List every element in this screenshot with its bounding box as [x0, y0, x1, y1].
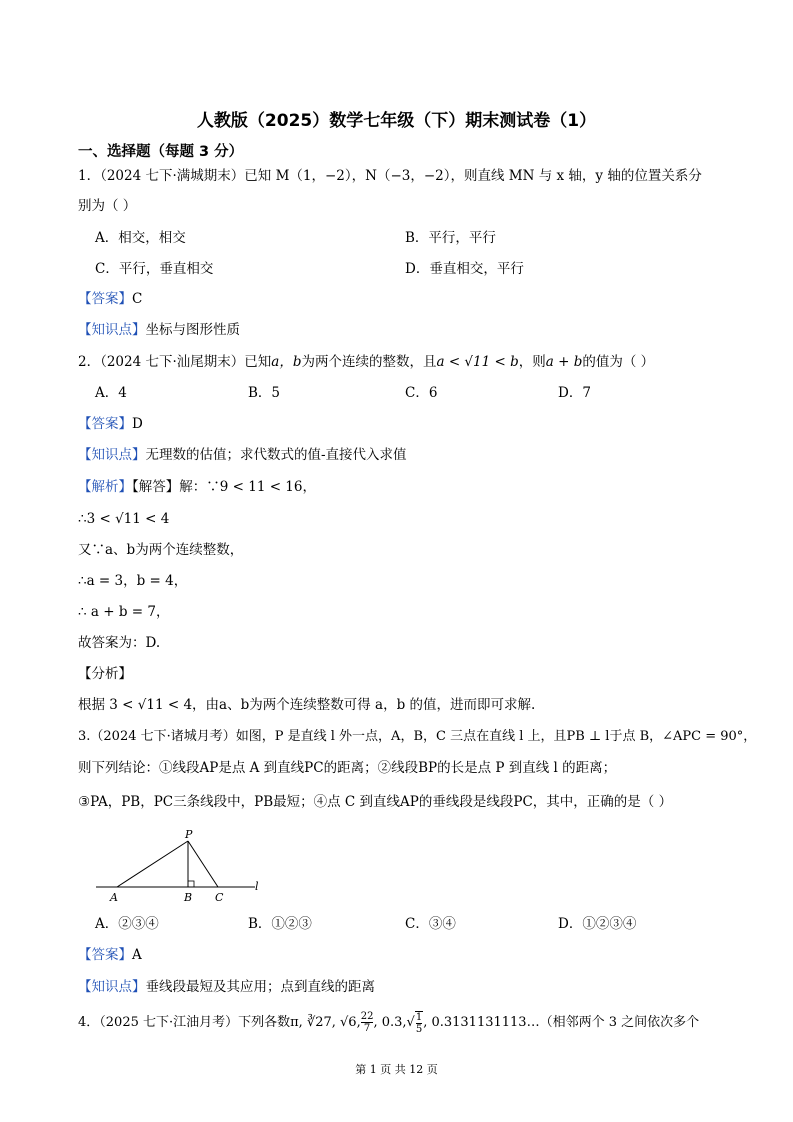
q3-answer: A	[132, 947, 142, 963]
q2-fenxi-text: 根据 3 < √11 < 4，由a、b为两个连续整数可得 a，b 的值，进而即可求解.	[78, 697, 536, 713]
q1-knowledge: 坐标与图形性质	[145, 322, 240, 338]
right-angle-mark	[188, 881, 194, 887]
q4-stem-numbers-3: , 0.3131131113…	[423, 1015, 540, 1030]
q1-knowledge-row	[78, 320, 240, 340]
q2-solution-line4: ∴a = 3，b = 4，	[78, 573, 188, 589]
q4-stem-end: （相邻两个 3 之间依次多个	[539, 1015, 700, 1030]
q1-answer-row	[78, 289, 142, 309]
knowledge-tag: 【知识点】	[78, 447, 146, 463]
q3-option-b: B．①②③	[248, 916, 312, 932]
q4-stem-numbers: π, ∛27, √6,	[290, 1015, 361, 1030]
q4-stem-numbers-2: , 0.3,	[373, 1015, 407, 1030]
q2-solution-line5: ∴ a + b = 7，	[78, 604, 170, 620]
q2-answer: D	[132, 416, 143, 432]
q4-root-symbol: √	[406, 1015, 415, 1030]
q2-stem-inequality: a < √11 < b	[436, 354, 519, 370]
q1-answer: C	[132, 291, 143, 307]
knowledge-tag: 【知识点】	[78, 979, 146, 995]
q2-stem-end: 的值为（ ）	[582, 354, 655, 370]
q2-knowledge: 无理数的估值；求代数式的值-直接代入求值	[145, 447, 407, 463]
knowledge-tag: 【知识点】	[78, 322, 146, 338]
q4-fraction-denominator: 7	[363, 1023, 371, 1034]
q4-stem-prefix: 4．（2025 七下·江油月考）下列各数	[78, 1015, 291, 1030]
segment-pc	[188, 841, 218, 887]
q1-stem-line2: 别为（ ）	[78, 198, 137, 214]
q2-stem-then: ，则	[518, 354, 546, 370]
q2-stem-vars: a，b	[271, 354, 302, 370]
q2-option-d: D．7	[558, 385, 591, 401]
q2-solution-line3: 又∵a、b为两个连续整数，	[78, 542, 244, 558]
q3-figure	[90, 826, 270, 906]
q4-fraction	[361, 1011, 374, 1034]
answer-tag: 【答案】	[78, 947, 132, 963]
answer-tag: 【答案】	[78, 291, 132, 307]
q2-stem-expression: a + b	[545, 354, 583, 370]
label-p: P	[185, 828, 193, 841]
q4-root-fraction	[415, 1011, 423, 1035]
q3-knowledge-row	[78, 977, 375, 997]
label-l: l	[255, 880, 259, 893]
q3-knowledge: 垂线段最短及其应用；点到直线的距离	[145, 979, 375, 995]
q2-option-c: C．6	[405, 385, 438, 401]
q2-solution-line6: 故答案为：D.	[78, 635, 161, 651]
q3-option-d: D．①②③④	[558, 916, 637, 932]
q2-solution-line2: ∴3 < √11 < 4	[78, 511, 170, 527]
label-a: A	[110, 891, 118, 904]
q4-fraction-numerator: 22	[360, 1011, 374, 1022]
q3-stem-line2: 则下列结论：①线段AP是点 A 到直线PC的距离；②线段BP的长是点 P 到直线 l 的距离；	[78, 760, 617, 776]
label-b: B	[184, 891, 193, 904]
q4-stem	[78, 1008, 699, 1038]
q2-option-b: B．5	[248, 385, 281, 401]
page-title: 人教版（2025）数学七年级（下）期末测试卷（1）	[196, 111, 597, 131]
q2-solution-text: 【解答】解：∵9 < 11 < 16，	[132, 479, 316, 495]
q1-option-a: A．相交，相交	[95, 230, 186, 246]
answer-tag: 【答案】	[78, 416, 132, 432]
q4-root-fraction-numerator: 1	[415, 1011, 423, 1023]
segment-pa	[117, 841, 188, 887]
label-c: C	[215, 891, 224, 904]
q3-option-a: A．②③④	[95, 916, 159, 932]
q2-stem	[78, 352, 654, 372]
q2-stem-prefix: 2．（2024 七下·汕尾期末）已知	[78, 354, 272, 370]
section-heading: 一、选择题（每题 3 分）	[78, 144, 244, 160]
analysis-tag: 【解析】	[78, 479, 132, 495]
q2-option-a: A．4	[95, 385, 127, 401]
q1-option-d: D．垂直相交，平行	[405, 261, 524, 277]
q1-stem-line1: 1．（2024 七下·满城期末）已知 M（1，−2），N（−3，−2），则直线 MN 与 x 轴，y 轴的位置关系分	[78, 168, 702, 184]
q1-option-c: C．平行，垂直相交	[95, 261, 214, 277]
page-footer: 第 1 页 共 12 页	[355, 1063, 438, 1076]
q2-knowledge-row	[78, 445, 407, 465]
q3-stem-line3: ③PA，PB，PC三条线段中，PB最短；④点 C 到直线AP的垂线段是线段PC，其中，正确的是（ ）	[78, 794, 673, 810]
q2-stem-mid: 为两个连续的整数，且	[301, 354, 437, 370]
q3-stem-line1: 3.（2024 七下·诸城月考）如图，P 是直线 l 外一点，A，B，C 三点在直线 l 上，且PB ⊥ l于点 B，∠APC = 90°，	[78, 729, 757, 744]
q3-option-c: C．③④	[405, 916, 456, 932]
q1-option-b: B．平行，平行	[405, 230, 496, 246]
q3-answer-row	[78, 945, 142, 965]
q2-solution-line1	[78, 477, 316, 497]
q2-fenxi-tag: 【分析】	[78, 666, 132, 682]
q4-root-fraction-denominator: 5	[415, 1023, 423, 1035]
q2-answer-row	[78, 414, 143, 434]
